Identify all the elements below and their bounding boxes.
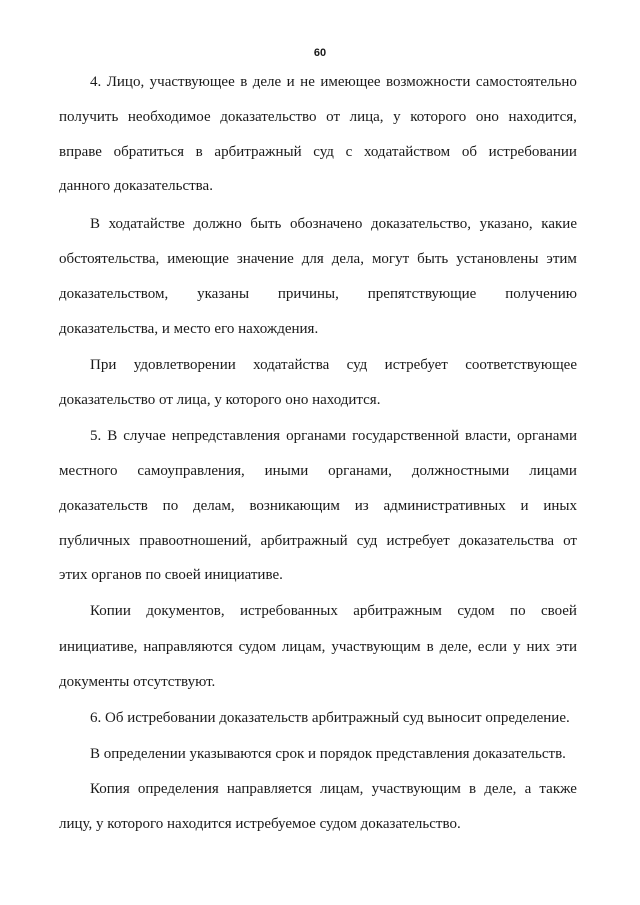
word: быть	[417, 251, 449, 267]
word: истребует	[386, 533, 450, 549]
word: обратиться	[113, 144, 185, 160]
word: 5.	[90, 428, 102, 444]
word: и	[520, 498, 529, 514]
text-line	[90, 780, 577, 798]
word: Копия	[90, 781, 130, 797]
word: них	[526, 639, 550, 655]
word: доказательство	[220, 109, 317, 125]
word: значение	[236, 251, 294, 267]
text-line	[90, 356, 577, 374]
word: могут	[371, 251, 410, 267]
word: ходатайства	[253, 357, 330, 373]
word: быть	[250, 216, 282, 232]
word: получению	[505, 286, 577, 302]
word: государственной	[352, 428, 459, 444]
text-line	[90, 73, 577, 91]
text-line	[90, 427, 577, 445]
word: арбитражный	[260, 533, 348, 549]
word: лицам,	[319, 781, 364, 797]
text-line	[59, 532, 577, 550]
text-line	[59, 462, 577, 480]
word: необходимое	[127, 109, 211, 125]
word: инициативе,	[59, 639, 138, 655]
word: При	[90, 357, 117, 373]
word: документов,	[146, 603, 225, 619]
word: по	[510, 603, 526, 619]
word: участвующим	[331, 639, 421, 655]
word: указано,	[479, 216, 533, 232]
word: указаны	[197, 286, 250, 302]
text-line: документы отсутствуют.	[59, 674, 216, 690]
word: в	[426, 639, 434, 655]
word: лица,	[349, 109, 384, 125]
word: доказательства	[458, 533, 555, 549]
word: должно	[193, 216, 242, 232]
word: определения	[137, 781, 219, 797]
word: своей	[540, 603, 577, 619]
word: местного	[59, 463, 118, 479]
word: имеющее	[320, 74, 381, 90]
word: истребованных	[239, 603, 338, 619]
word: В	[107, 428, 118, 444]
word: арбитражным	[353, 603, 442, 619]
word: в	[195, 144, 203, 160]
text-line: этих органов по своей инициативе.	[59, 567, 283, 583]
word: Лицо,	[106, 74, 145, 90]
word: обстоятельства,	[59, 251, 160, 267]
word: доказательство,	[370, 216, 471, 232]
text-line	[59, 497, 577, 515]
text-line	[59, 108, 577, 126]
text-line: доказательство от лица, у которого оно находится.	[59, 392, 381, 408]
word: деле,	[439, 639, 472, 655]
word: из	[354, 498, 369, 514]
word: непредставления	[171, 428, 281, 444]
word: деле,	[484, 781, 517, 797]
word: делам,	[192, 498, 235, 514]
text-line	[90, 215, 577, 233]
word: по	[162, 498, 179, 514]
word: этим	[546, 251, 577, 267]
word: суд	[356, 533, 378, 549]
word: об	[461, 144, 477, 160]
word: от	[563, 533, 577, 549]
word: должностными	[411, 463, 510, 479]
word: административных	[383, 498, 506, 514]
word: самоуправления,	[137, 463, 245, 479]
word: установлены	[456, 251, 539, 267]
word: доказательством,	[59, 286, 169, 302]
word: для	[301, 251, 324, 267]
word: органами,	[328, 463, 392, 479]
word: в	[240, 74, 248, 90]
word: правоотношений,	[139, 533, 252, 549]
word: причины,	[277, 286, 339, 302]
word: препятствующие	[367, 286, 477, 302]
word: суд	[313, 144, 334, 160]
text-line: доказательства, и место его нахождения.	[59, 321, 319, 337]
word: ходатайством	[363, 144, 451, 160]
text-line: данного доказательства.	[59, 178, 213, 194]
word: с	[345, 144, 353, 160]
word: 4.	[90, 74, 102, 90]
word: дела,	[331, 251, 364, 267]
word: судом	[238, 639, 276, 655]
text-line: лицу, у которого находится истребуемое судом доказательство.	[59, 816, 461, 832]
word: и	[286, 74, 295, 90]
word: участвующим	[371, 781, 461, 797]
word: какие	[541, 216, 577, 232]
word: эти	[555, 639, 577, 655]
word: органами	[286, 428, 347, 444]
word: если	[477, 639, 507, 655]
word: оно	[475, 109, 499, 125]
text-line: 6. Об истребовании доказательств арбитражный суд выносит определение.	[90, 710, 570, 726]
word: направляется	[226, 781, 312, 797]
word: лицам,	[281, 639, 326, 655]
word: находится,	[508, 109, 577, 125]
word: вправе	[59, 144, 102, 160]
word: судом	[457, 603, 495, 619]
word: имеющие	[167, 251, 229, 267]
word: направляются	[143, 639, 233, 655]
word: Копии	[90, 603, 131, 619]
word: соответствующее	[465, 357, 577, 373]
word: от	[326, 109, 340, 125]
text-line	[90, 602, 577, 620]
word: участвующее	[149, 74, 235, 90]
word: деле	[252, 74, 282, 90]
page-number: 60	[313, 47, 327, 59]
word: самостоятельно	[475, 74, 577, 90]
word: истребует	[384, 357, 448, 373]
word: а	[524, 781, 532, 797]
word: власти,	[464, 428, 511, 444]
text-line	[59, 250, 577, 268]
word: лицами	[529, 463, 577, 479]
word: у	[393, 109, 401, 125]
word: иными	[264, 463, 309, 479]
word: ходатайстве	[108, 216, 185, 232]
word: обозначено	[290, 216, 363, 232]
word: суд	[346, 357, 368, 373]
word: также	[539, 781, 577, 797]
word: удовлетворении	[133, 357, 236, 373]
word: возникающим	[249, 498, 340, 514]
word: у	[512, 639, 521, 655]
text-line: В определении указываются срок и порядок представления доказательств.	[90, 746, 566, 762]
word: которого	[410, 109, 467, 125]
word: В	[90, 216, 101, 232]
word: иных	[543, 498, 577, 514]
word: публичных	[59, 533, 131, 549]
text-line	[59, 638, 577, 656]
word: случае	[123, 428, 166, 444]
word: возможности	[386, 74, 471, 90]
word: не	[300, 74, 315, 90]
text-line	[59, 285, 577, 303]
word: получить	[59, 109, 119, 125]
text-line	[59, 143, 577, 161]
word: органами	[516, 428, 577, 444]
word: в	[469, 781, 477, 797]
word: доказательств	[59, 498, 148, 514]
word: арбитражный	[214, 144, 302, 160]
word: истребовании	[488, 144, 577, 160]
